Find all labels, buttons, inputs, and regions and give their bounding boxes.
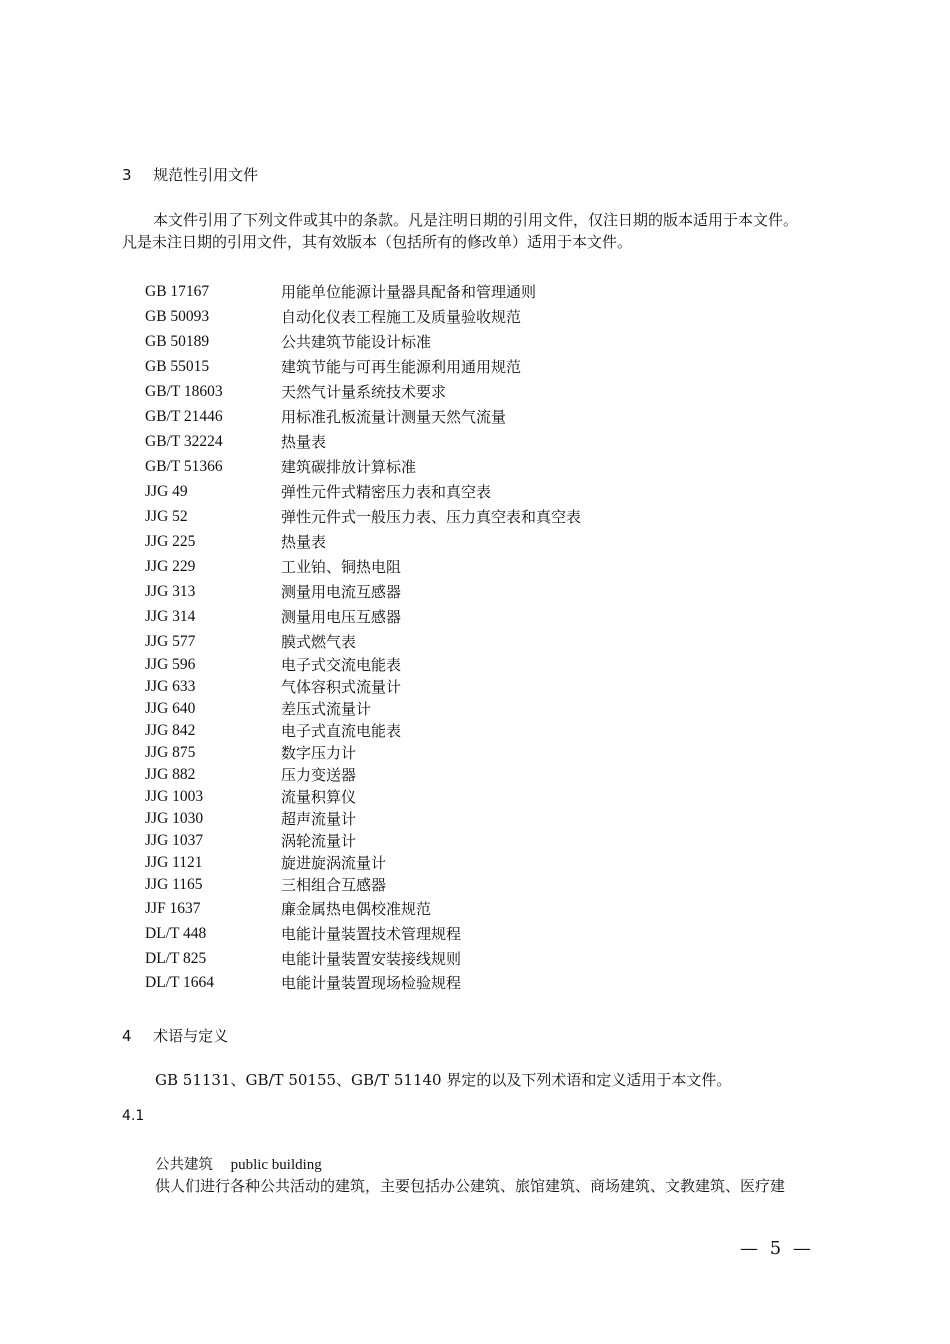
reference-title: 电能计量装置安装接线规则 bbox=[281, 950, 462, 968]
reference-code: JJF 1637 bbox=[145, 900, 201, 917]
section-3-number: 3 bbox=[122, 166, 132, 184]
clause-number: 4.1 bbox=[122, 1108, 145, 1124]
term-entry bbox=[155, 1153, 322, 1176]
reference-code: JJG 577 bbox=[145, 633, 196, 650]
reference-title: 压力变送器 bbox=[281, 766, 357, 784]
reference-code: DL/T 448 bbox=[145, 925, 207, 942]
reference-code: JJG 1165 bbox=[145, 876, 203, 893]
reference-title: 用标准孔板流量计测量天然气流量 bbox=[281, 408, 507, 426]
section-3-intro-line2: 凡是未注日期的引用文件，其有效版本（包括所有的修改单）适用于本文件。 bbox=[122, 233, 633, 251]
reference-code: JJG 52 bbox=[145, 508, 188, 525]
reference-code: GB 55015 bbox=[145, 358, 210, 375]
term-en: public building bbox=[230, 1157, 322, 1173]
page-number: — 5 — bbox=[740, 1238, 814, 1259]
section-3-intro-line1: 本文件引用了下列文件或其中的条款。凡是注明日期的引用文件，仅注日期的版本适用于本文件。 bbox=[153, 211, 799, 229]
reference-title: 弹性元件式精密压力表和真空表 bbox=[281, 483, 492, 501]
reference-code: JJG 596 bbox=[145, 656, 196, 673]
reference-code: JJG 1121 bbox=[145, 854, 203, 871]
reference-code: JJG 229 bbox=[145, 558, 196, 575]
reference-code: JJG 49 bbox=[145, 483, 188, 500]
reference-code: GB/T 18603 bbox=[145, 383, 223, 400]
reference-code: DL/T 1664 bbox=[145, 974, 215, 991]
reference-title: 测量用电压互感器 bbox=[281, 608, 402, 626]
reference-title: 数字压力计 bbox=[281, 744, 357, 762]
reference-title: 建筑碳排放计算标准 bbox=[281, 458, 417, 476]
section-4-intro: GB 51131、GB/T 50155、GB/T 51140 界定的以及下列术语和定义适用于本文件。 bbox=[155, 1071, 732, 1089]
reference-title: 廉金属热电偶校准规范 bbox=[281, 900, 432, 918]
reference-code: GB/T 32224 bbox=[145, 433, 223, 450]
reference-code: GB/T 21446 bbox=[145, 408, 223, 425]
reference-code: GB/T 51366 bbox=[145, 458, 223, 475]
reference-title: 测量用电流互感器 bbox=[281, 583, 402, 601]
section-3-heading bbox=[122, 164, 258, 185]
section-4-heading bbox=[122, 1025, 228, 1046]
reference-title: 电能计量装置现场检验规程 bbox=[281, 974, 462, 992]
reference-title: 公共建筑节能设计标准 bbox=[281, 333, 432, 351]
reference-title: 电子式交流电能表 bbox=[281, 656, 402, 674]
reference-code: JJG 842 bbox=[145, 722, 196, 739]
section-3-title: 规范性引用文件 bbox=[153, 166, 259, 184]
reference-code: GB 50189 bbox=[145, 333, 210, 350]
term-definition-line1: 供人们进行各种公共活动的建筑，主要包括办公建筑、旅馆建筑、商场建筑、文教建筑、医疗建 bbox=[155, 1177, 786, 1195]
reference-title: 工业铂、铜热电阻 bbox=[281, 558, 402, 576]
reference-code: JJG 1030 bbox=[145, 810, 204, 827]
reference-code: JJG 313 bbox=[145, 583, 196, 600]
reference-code: JJG 225 bbox=[145, 533, 196, 550]
reference-title: 旋进旋涡流量计 bbox=[281, 854, 387, 872]
reference-title: 流量积算仪 bbox=[281, 788, 357, 806]
section-4-title: 术语与定义 bbox=[153, 1027, 229, 1045]
reference-title: 弹性元件式一般压力表、压力真空表和真空表 bbox=[281, 508, 582, 526]
reference-title: 电能计量装置技术管理规程 bbox=[281, 925, 462, 943]
reference-title: 三相组合互感器 bbox=[281, 876, 387, 894]
reference-code: JJG 1003 bbox=[145, 788, 204, 805]
reference-code: GB 50093 bbox=[145, 308, 210, 325]
reference-title: 差压式流量计 bbox=[281, 700, 372, 718]
reference-title: 膜式燃气表 bbox=[281, 633, 357, 651]
reference-title: 电子式直流电能表 bbox=[281, 722, 402, 740]
reference-title: 热量表 bbox=[281, 533, 327, 551]
reference-code: JJG 314 bbox=[145, 608, 196, 625]
reference-code: JJG 875 bbox=[145, 744, 196, 761]
reference-code: JJG 882 bbox=[145, 766, 196, 783]
reference-title: 超声流量计 bbox=[281, 810, 357, 828]
reference-title: 自动化仪表工程施工及质量验收规范 bbox=[281, 308, 522, 326]
reference-code: JJG 633 bbox=[145, 678, 196, 695]
reference-code: DL/T 825 bbox=[145, 950, 207, 967]
section-4-number: 4 bbox=[122, 1027, 132, 1045]
reference-title: 热量表 bbox=[281, 433, 327, 451]
reference-title: 建筑节能与可再生能源利用通用规范 bbox=[281, 358, 522, 376]
reference-code: GB 17167 bbox=[145, 283, 210, 300]
reference-title: 用能单位能源计量器具配备和管理通则 bbox=[281, 283, 537, 301]
reference-code: JJG 640 bbox=[145, 700, 196, 717]
term-cn: 公共建筑 bbox=[155, 1157, 213, 1173]
reference-title: 涡轮流量计 bbox=[281, 832, 357, 850]
reference-title: 天然气计量系统技术要求 bbox=[281, 383, 447, 401]
reference-code: JJG 1037 bbox=[145, 832, 204, 849]
reference-title: 气体容积式流量计 bbox=[281, 678, 402, 696]
